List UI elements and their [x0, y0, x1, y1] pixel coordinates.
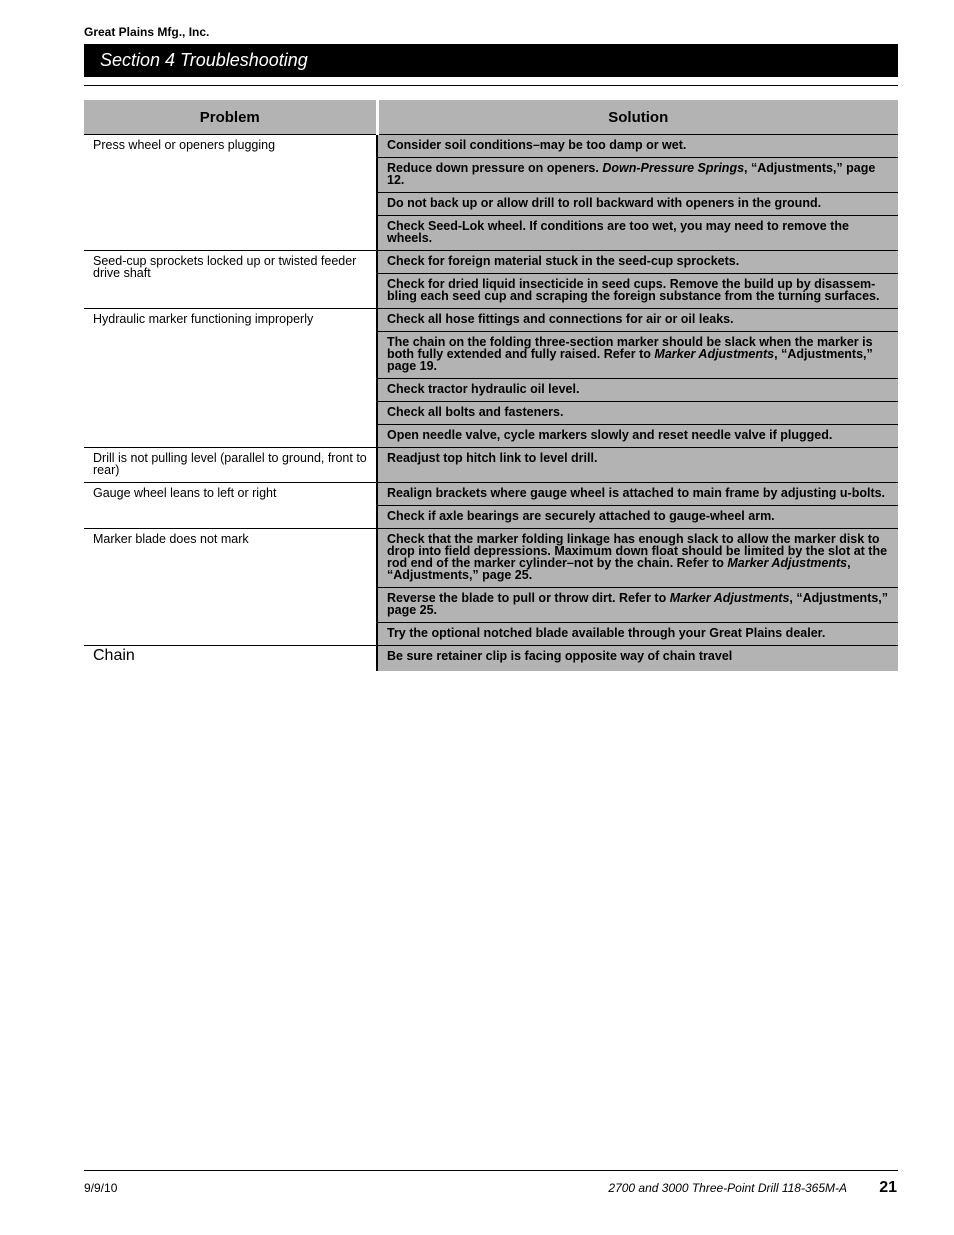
table-body — [84, 135, 898, 672]
solution-text: Check that the marker folding linkage has enough slack to allow the marker disk to drop into field depressions. Maximum down float should be limited by the slot at the rod end of the marker cylinder–not by the chain. Refer to — [387, 532, 888, 570]
problem-cell: Chain — [84, 646, 377, 672]
page-number: 21 — [879, 1179, 897, 1196]
solution-cell — [377, 588, 898, 623]
table-header-row — [84, 100, 898, 135]
solution-reference: Marker Adjustments — [669, 591, 790, 605]
solution-cell — [377, 483, 898, 506]
solution-cell — [377, 193, 898, 216]
solution-text: , “Adjustments,” page 25. — [387, 591, 889, 617]
solution-cell — [377, 274, 898, 309]
solution-text: Check all hose fittings and connections for air or oil leaks. — [387, 312, 734, 326]
problem-cell: Drill is not pulling level (parallel to ground, front to rear) — [84, 448, 377, 483]
table-row — [84, 309, 898, 332]
solution-cell — [377, 216, 898, 251]
troubleshooting-table — [84, 100, 898, 671]
solution-reference: Down-Pressure Springs — [602, 161, 745, 175]
footer-document-title: 2700 and 3000 Three-Point Drill 118-365M-A — [608, 1181, 847, 1195]
solution-cell — [377, 402, 898, 425]
solution-cell — [377, 506, 898, 529]
solution-text: Check all bolts and fasteners. — [387, 405, 564, 419]
solution-cell — [377, 448, 898, 483]
solution-text: Do not back up or allow drill to roll backward with openers in the ground. — [387, 196, 822, 210]
solution-text: Check Seed-Lok wheel. If conditions are too wet, you may need to remove the wheels. — [387, 219, 849, 245]
solution-text: Check for dried liquid insecticide in seed cups. Remove the build up by disassem-bling each seed cup and scraping the foreign substance from the turning surfaces. — [387, 277, 880, 303]
solution-cell — [377, 332, 898, 379]
solution-text: Reduce down pressure on openers. — [387, 161, 603, 175]
problem-cell: Hydraulic marker functioning improperly — [84, 309, 377, 448]
solution-text: , “Adjustments,” page 19. — [387, 347, 873, 373]
solution-text: Open needle valve, cycle markers slowly and reset needle valve if plugged. — [387, 428, 833, 442]
solution-cell — [377, 135, 898, 158]
section-title: Section 4 Troubleshooting — [100, 50, 308, 70]
solution-text: Realign brackets where gauge wheel is attached to main frame by adjusting u-bolts. — [387, 486, 886, 500]
section-header-bar — [84, 44, 898, 77]
solution-text: Check tractor hydraulic oil level. — [387, 382, 580, 396]
footer-divider — [84, 1170, 898, 1171]
table-row — [84, 646, 898, 672]
solution-cell — [377, 646, 898, 672]
solution-reference: Marker Adjustments — [727, 556, 848, 570]
solution-text: Reverse the blade to pull or throw dirt. Refer to — [387, 591, 670, 605]
table-row — [84, 448, 898, 483]
solution-text: , “Adjustments,” page 12. — [387, 161, 876, 187]
solution-cell — [377, 425, 898, 448]
column-header-problem: Problem — [84, 100, 377, 135]
problem-cell: Gauge wheel leans to left or right — [84, 483, 377, 529]
problem-cell: Marker blade does not mark — [84, 529, 377, 646]
table-row — [84, 529, 898, 588]
solution-text: Be sure retainer clip is facing opposite way of chain travel — [387, 649, 733, 663]
solution-cell — [377, 251, 898, 274]
header-divider — [84, 85, 898, 86]
table-row — [84, 251, 898, 274]
problem-cell: Press wheel or openers plugging — [84, 135, 377, 251]
solution-reference: Marker Adjustments — [654, 347, 775, 361]
problem-cell: Seed-cup sprockets locked up or twisted feeder drive shaft — [84, 251, 377, 309]
solution-text: Readjust top hitch link to level drill. — [387, 451, 598, 465]
solution-text: Consider soil conditions–may be too damp or wet. — [387, 138, 687, 152]
solution-text: , “Adjustments,” page 25. — [387, 556, 851, 582]
solution-cell — [377, 309, 898, 332]
solution-text: Check for foreign material stuck in the seed-cup sprockets. — [387, 254, 740, 268]
solution-text: Check if axle bearings are securely attached to gauge-wheel arm. — [387, 509, 775, 523]
solution-cell — [377, 158, 898, 193]
company-name: Great Plains Mfg., Inc. — [84, 25, 210, 39]
footer-date: 9/9/10 — [84, 1181, 118, 1195]
column-header-solution: Solution — [377, 100, 898, 135]
solution-cell — [377, 379, 898, 402]
solution-cell — [377, 529, 898, 588]
solution-text: Try the optional notched blade available through your Great Plains dealer. — [387, 626, 826, 640]
table-row — [84, 135, 898, 158]
table-row — [84, 483, 898, 506]
solution-cell — [377, 623, 898, 646]
solution-text: The chain on the folding three-section marker should be slack when the marker is both fully extended and fully raised. Refer to — [387, 335, 873, 361]
